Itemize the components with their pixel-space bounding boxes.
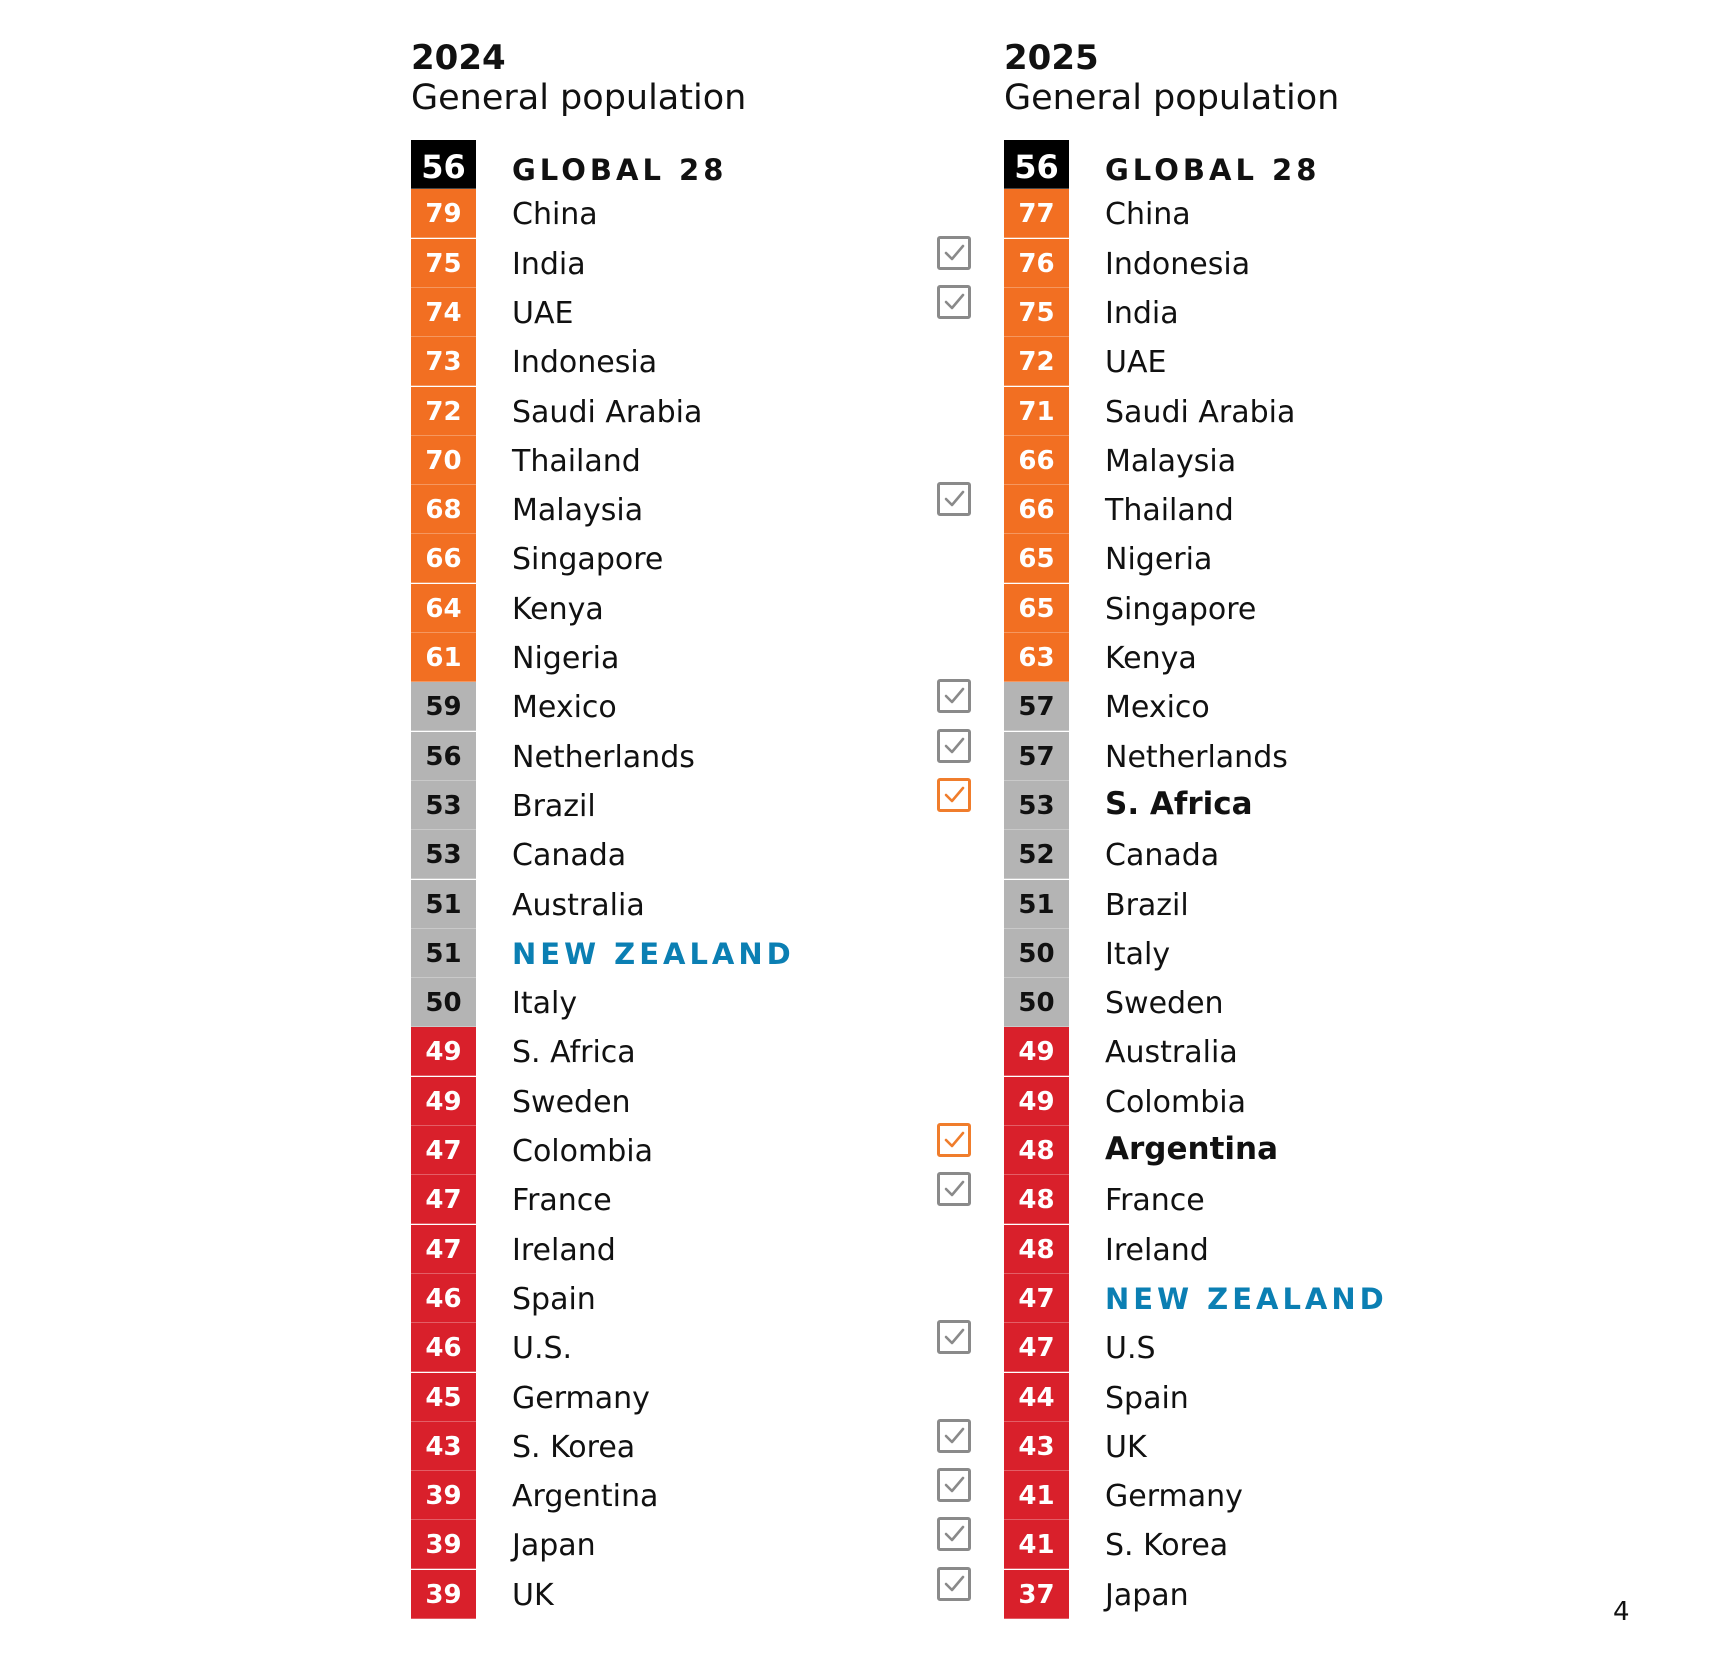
score-cell: 45 bbox=[411, 1373, 476, 1422]
check-box-icon bbox=[937, 1517, 971, 1551]
country-label: Netherlands bbox=[512, 739, 695, 775]
score-cell: 50 bbox=[411, 978, 476, 1027]
score-cell: 51 bbox=[411, 929, 476, 978]
score-cell: 49 bbox=[411, 1027, 476, 1076]
score-cell: 75 bbox=[411, 239, 476, 288]
check-mark-icon bbox=[942, 1572, 966, 1596]
country-label: Saudi Arabia bbox=[512, 394, 703, 430]
country-label: UK bbox=[1105, 1429, 1147, 1465]
score-cell: 53 bbox=[1004, 781, 1069, 830]
country-label: Japan bbox=[1105, 1577, 1189, 1613]
score-cell: 65 bbox=[1004, 534, 1069, 583]
score-cell: 46 bbox=[411, 1323, 476, 1372]
country-label: Canada bbox=[1105, 838, 1220, 874]
score-cell: 49 bbox=[411, 1077, 476, 1126]
score-cell: 72 bbox=[411, 387, 476, 436]
check-mark-icon bbox=[942, 1128, 966, 1152]
country-label: Mexico bbox=[1105, 690, 1210, 726]
country-label: Malaysia bbox=[512, 493, 644, 529]
country-label: Kenya bbox=[512, 591, 604, 627]
country-label: Australia bbox=[1105, 1035, 1238, 1071]
score-cell: 76 bbox=[1004, 239, 1069, 288]
check-box-icon bbox=[937, 1567, 971, 1601]
country-label: Kenya bbox=[1105, 641, 1197, 676]
score-cell: 72 bbox=[1004, 337, 1069, 386]
country-label: Canada bbox=[512, 838, 627, 874]
score-cell: 51 bbox=[411, 880, 476, 929]
country-label: Thailand bbox=[1105, 493, 1234, 529]
score-cell: 66 bbox=[411, 534, 476, 583]
score-cell: 56 bbox=[1004, 140, 1069, 189]
score-cell: 48 bbox=[1004, 1225, 1069, 1274]
country-label: Colombia bbox=[512, 1134, 653, 1169]
country-label: Brazil bbox=[512, 788, 596, 824]
country-label: U.S bbox=[1105, 1331, 1156, 1367]
country-label: Germany bbox=[512, 1380, 650, 1416]
score-cell: 65 bbox=[1004, 584, 1069, 633]
check-mark-icon bbox=[942, 241, 966, 265]
score-cell: 51 bbox=[1004, 880, 1069, 929]
score-cell: 43 bbox=[1004, 1422, 1069, 1471]
score-cell: 48 bbox=[1004, 1175, 1069, 1224]
column-subtitle: General population bbox=[1004, 78, 1340, 118]
score-cell: 41 bbox=[1004, 1520, 1069, 1569]
check-mark-icon bbox=[942, 1424, 966, 1448]
country-label: China bbox=[1105, 197, 1191, 233]
country-label: Nigeria bbox=[512, 641, 620, 676]
score-cell: 57 bbox=[1004, 732, 1069, 781]
check-mark-icon bbox=[942, 290, 966, 314]
country-label: India bbox=[1105, 295, 1179, 331]
score-cell: 48 bbox=[1004, 1126, 1069, 1175]
check-mark-icon bbox=[942, 1522, 966, 1546]
country-label: Spain bbox=[512, 1281, 596, 1317]
score-cell: 53 bbox=[411, 781, 476, 830]
score-cell: 66 bbox=[1004, 485, 1069, 534]
score-cell: 44 bbox=[1004, 1373, 1069, 1422]
check-box-icon bbox=[937, 482, 971, 516]
check-mark-icon bbox=[942, 783, 966, 807]
score-cell: 53 bbox=[411, 830, 476, 879]
score-cell: 47 bbox=[411, 1126, 476, 1175]
country-label: S. Africa bbox=[512, 1035, 636, 1071]
score-cell: 47 bbox=[411, 1225, 476, 1274]
country-label: Indonesia bbox=[512, 345, 658, 381]
check-box-icon bbox=[937, 1419, 971, 1453]
score-cell: 73 bbox=[411, 337, 476, 386]
check-box-icon bbox=[937, 285, 971, 319]
score-cell: 74 bbox=[411, 288, 476, 337]
country-label: GLOBAL 28 bbox=[512, 153, 728, 187]
country-label: Ireland bbox=[512, 1232, 616, 1268]
country-label: GLOBAL 28 bbox=[1105, 153, 1321, 187]
check-box-icon bbox=[937, 1320, 971, 1354]
check-mark-icon bbox=[942, 1473, 966, 1497]
country-label: Thailand bbox=[512, 443, 641, 479]
score-cell: 57 bbox=[1004, 682, 1069, 731]
country-label: Sweden bbox=[512, 1084, 631, 1120]
country-label: Sweden bbox=[1105, 986, 1224, 1022]
score-cell: 49 bbox=[1004, 1077, 1069, 1126]
score-cell: 50 bbox=[1004, 929, 1069, 978]
score-cell: 61 bbox=[411, 633, 476, 682]
country-label: S. Africa bbox=[1105, 785, 1253, 822]
score-cell: 39 bbox=[411, 1520, 476, 1569]
column-year: 2024 bbox=[411, 38, 506, 78]
score-cell: 70 bbox=[411, 436, 476, 485]
country-label: Mexico bbox=[512, 690, 617, 726]
score-cell: 37 bbox=[1004, 1570, 1069, 1619]
country-label: UK bbox=[512, 1577, 554, 1613]
score-cell: 47 bbox=[411, 1175, 476, 1224]
country-label: Nigeria bbox=[1105, 542, 1213, 578]
check-mark-icon bbox=[942, 734, 966, 758]
country-label: Argentina bbox=[512, 1479, 659, 1515]
country-label: Italy bbox=[512, 986, 578, 1022]
country-label: India bbox=[512, 246, 586, 282]
country-label: Singapore bbox=[1105, 591, 1257, 627]
country-label: UAE bbox=[512, 295, 574, 331]
score-cell: 47 bbox=[1004, 1323, 1069, 1372]
page-number: 4 bbox=[1613, 1597, 1630, 1627]
country-label: U.S. bbox=[512, 1331, 573, 1367]
check-mark-icon bbox=[942, 684, 966, 708]
country-label: Saudi Arabia bbox=[1105, 394, 1296, 430]
score-cell: 64 bbox=[411, 584, 476, 633]
score-cell: 49 bbox=[1004, 1027, 1069, 1076]
column-year: 2025 bbox=[1004, 38, 1099, 78]
country-label: Ireland bbox=[1105, 1232, 1209, 1268]
score-cell: 46 bbox=[411, 1274, 476, 1323]
check-mark-icon bbox=[942, 1325, 966, 1349]
country-label: UAE bbox=[1105, 345, 1167, 381]
country-label: Brazil bbox=[1105, 887, 1189, 923]
country-label: Colombia bbox=[1105, 1084, 1246, 1120]
score-cell: 56 bbox=[411, 732, 476, 781]
country-label: S. Korea bbox=[1105, 1528, 1229, 1564]
score-cell: 75 bbox=[1004, 288, 1069, 337]
check-box-icon bbox=[937, 679, 971, 713]
country-label: China bbox=[512, 197, 598, 233]
country-label: Malaysia bbox=[1105, 443, 1237, 479]
score-cell: 41 bbox=[1004, 1471, 1069, 1520]
check-mark-icon bbox=[942, 487, 966, 511]
check-box-icon bbox=[937, 1468, 971, 1502]
column-subtitle: General population bbox=[411, 78, 747, 118]
check-box-icon bbox=[937, 778, 971, 812]
check-box-icon bbox=[937, 236, 971, 270]
score-cell: 66 bbox=[1004, 436, 1069, 485]
score-cell: 77 bbox=[1004, 189, 1069, 238]
country-label: Italy bbox=[1105, 936, 1171, 972]
score-cell: 71 bbox=[1004, 387, 1069, 436]
check-box-icon bbox=[937, 1123, 971, 1157]
score-cell: 52 bbox=[1004, 830, 1069, 879]
score-cell: 50 bbox=[1004, 978, 1069, 1027]
score-cell: 39 bbox=[411, 1471, 476, 1520]
check-mark-icon bbox=[942, 1177, 966, 1201]
country-label: Germany bbox=[1105, 1479, 1243, 1515]
country-label: NEW ZEALAND bbox=[512, 936, 795, 971]
country-label: Singapore bbox=[512, 542, 664, 578]
country-label: Indonesia bbox=[1105, 246, 1251, 282]
country-label: NEW ZEALAND bbox=[1105, 1281, 1388, 1316]
country-label: Japan bbox=[512, 1528, 596, 1564]
country-label: France bbox=[512, 1183, 612, 1219]
score-cell: 43 bbox=[411, 1422, 476, 1471]
check-box-icon bbox=[937, 1172, 971, 1206]
country-label: Spain bbox=[1105, 1380, 1189, 1416]
country-label: S. Korea bbox=[512, 1429, 636, 1465]
score-cell: 63 bbox=[1004, 633, 1069, 682]
country-label: Australia bbox=[512, 887, 645, 923]
score-cell: 68 bbox=[411, 485, 476, 534]
check-box-icon bbox=[937, 729, 971, 763]
score-cell: 59 bbox=[411, 682, 476, 731]
score-cell: 56 bbox=[411, 140, 476, 189]
country-label: France bbox=[1105, 1183, 1205, 1219]
score-cell: 79 bbox=[411, 189, 476, 238]
country-label: Netherlands bbox=[1105, 739, 1288, 775]
score-cell: 47 bbox=[1004, 1274, 1069, 1323]
country-label: Argentina bbox=[1105, 1131, 1278, 1167]
score-cell: 39 bbox=[411, 1570, 476, 1619]
